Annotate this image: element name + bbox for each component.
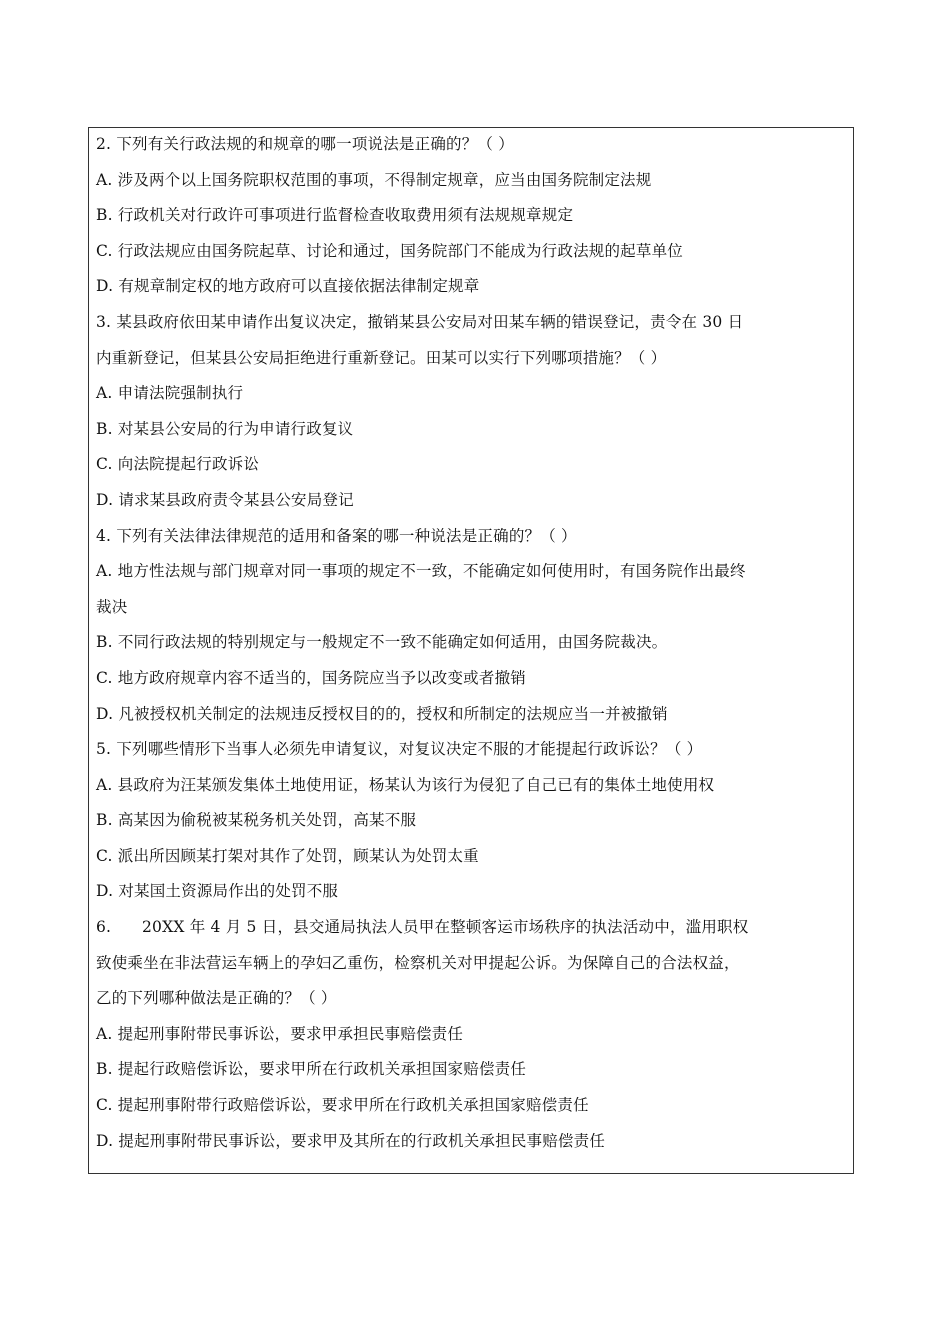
question-2-option-b: B. 行政机关对行政许可事项进行监督检查收取费用须有法规规章规定 — [96, 206, 574, 225]
question-6-option-b: B. 提起行政赔偿诉讼，要求甲所在行政机关承担国家赔偿责任 — [96, 1060, 527, 1079]
question-3-stem-line-1: 3. 某县政府依田某申请作出复议决定，撤销某县公安局对田某车辆的错误登记，责令在 30 日 — [96, 312, 744, 331]
question-5-option-d: D. 对某国土资源局作出的处罚不服 — [96, 882, 339, 901]
question-6-stem-line-1 — [96, 910, 848, 946]
question-3-option-c: C. 向法院提起行政诉讼 — [96, 455, 260, 474]
question-2-option-c: C. 行政法规应由国务院起草、讨论和通过，国务院部门不能成为行政法规的起草单位 — [96, 241, 683, 260]
question-3-option-b: B. 对某县公安局的行为申请行政复议 — [96, 419, 354, 438]
question-4-stem: 4. 下列有关法律法律规范的适用和备案的哪一种说法是正确的？（ ） — [96, 526, 577, 545]
question-2-option-d: D. 有规章制定权的地方政府可以直接依据法律制定规章 — [96, 277, 480, 296]
question-4-option-a-line-1: A. 地方性法规与部门规章对同一事项的规定不一致，不能确定如何使用时，有国务院作出最终 — [96, 562, 746, 581]
question-3-stem-line-2: 内重新登记，但某县公安局拒绝进行重新登记。田某可以实行下列哪项措施？（ ） — [96, 348, 667, 367]
question-4-option-a-line-2: 裁决 — [96, 597, 128, 616]
question-3-option-a: A. 申请法院强制执行 — [96, 384, 244, 403]
question-2-stem: 2. 下列有关行政法规的和规章的哪一项说法是正确的？（ ） — [96, 135, 514, 153]
question-3-option-d: D. 请求某县政府责令某县公安局登记 — [96, 490, 354, 509]
question-4-option-b: B. 不同行政法规的特别规定与一般规定不一致不能确定如何适用，由国务院裁决。 — [96, 633, 668, 652]
question-6-stem-line-2: 致使乘坐在非法营运车辆上的孕妇乙重伤，检察机关对甲提起公诉。为保障自己的合法权益， — [96, 953, 740, 972]
question-6-number: 6. — [96, 918, 112, 937]
question-4-option-d: D. 凡被授权机关制定的法规违反授权目的的，授权和所制定的法规应当一并被撤销 — [96, 704, 668, 723]
question-6-option-d: D. 提起刑事附带民事诉讼，要求甲及其所在的行政机关承担民事赔偿责任 — [96, 1131, 606, 1150]
question-4-option-c: C. 地方政府规章内容不适当的，国务院应当予以改变或者撤销 — [96, 668, 526, 687]
question-list — [96, 127, 848, 1159]
question-6-option-c: C. 提起刑事附带行政赔偿诉讼，要求甲所在行政机关承担国家赔偿责任 — [96, 1096, 589, 1115]
question-5-stem: 5. 下列哪些情形下当事人必须先申请复议，对复议决定不服的才能提起行政诉讼？（ ） — [96, 740, 703, 759]
question-6-stem-text: 20XX 年 4 月 5 日，县交通局执法人员甲在整顿客运市场秩序的执法活动中，滥用职权 — [142, 918, 749, 937]
question-5-option-c: C. 派出所因顾某打架对其作了处罚，顾某认为处罚太重 — [96, 846, 479, 865]
question-5-option-b: B. 高某因为偷税被某税务机关处罚，高某不服 — [96, 811, 417, 830]
question-5-option-a: A. 县政府为汪某颁发集体土地使用证，杨某认为该行为侵犯了自己已有的集体土地使用权 — [96, 775, 715, 794]
question-2-option-a: A. 涉及两个以上国务院职权范围的事项，不得制定规章，应当由国务院制定法规 — [96, 170, 652, 189]
question-6-stem-line-3: 乙的下列哪种做法是正确的？（ ） — [96, 989, 337, 1008]
question-6-option-a: A. 提起刑事附带民事诉讼，要求甲承担民事赔偿责任 — [96, 1024, 464, 1043]
